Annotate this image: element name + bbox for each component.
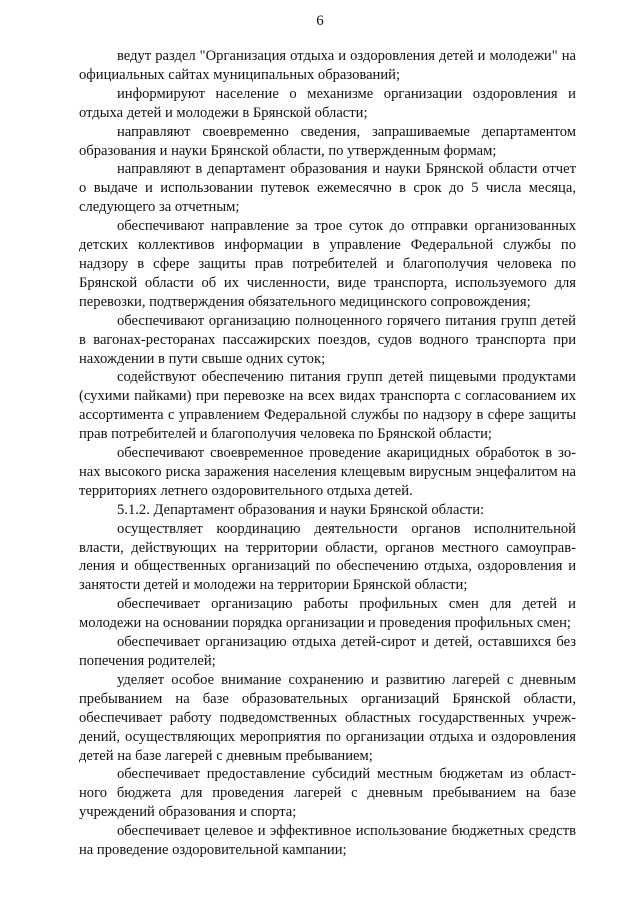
section-heading-5-1-2: 5.1.2. Департамент образования и науки Брянской области: [117, 501, 485, 518]
paragraph-4: направляют в департамент образования и науки Брянской области отчет о выдаче и использовании путевок ежемесячно в срок до 5 числа месяца, следующего за отчетным; [79, 161, 576, 216]
paragraph-1: ведут раздел "Организация отдыха и оздоровления детей и молодежи" на официальных сайтах муниципальных образований; [79, 48, 576, 83]
paragraph-11: обеспечивает организацию работы профильных смен для детей и молодежи на основании порядка организации и проведения профильных смен; [79, 596, 576, 632]
paragraph-12: обеспечивает организацию отдыха детей-сирот и детей, оставшихся без попечения родителей; [79, 634, 576, 669]
paragraph-3: направляют своевременно сведения, запрашиваемые департаментом образования и науки Брянской области, по утвержденным формам; [79, 123, 576, 159]
paragraph-7: содействуют обеспечению питания групп детей пищевыми продуктами (сухими пайками) при перевозке на всех видах транспорта с согласованием их ассортимента с управлением Федеральной службы по надзору в сфере защиты прав потребителей и благополучия человека по Брянской области; [79, 369, 576, 443]
page-number: 6 [316, 13, 324, 29]
paragraph-10: осуществляет координацию деятельности органов исполнительной власти, действующих на территории области, органов местного самоуправления и общественных организаций по обеспечению отдыха, оздоровления и занятости детей и молодежи на территории Брянской области; [79, 520, 576, 594]
paragraph-14: обеспечивает предоставление субсидий местным бюджетам из областного бюджета для проведения лагерей с дневным пребыванием на базе учреждений образования и спорта; [79, 766, 576, 821]
document-body [79, 47, 576, 860]
paragraph-6: обеспечивают организацию полноценного горячего питания групп детей в вагонах-ресторанах пассажирских поездов, судов водного транспорта при нахождении в пути свыше одних суток; [79, 312, 576, 367]
paragraph-2: информируют население о механизме организации оздоровления и отдыха детей и молодежи в Брянской области; [79, 85, 576, 121]
paragraph-8: обеспечивают своевременное проведение акарицидных обработок в зонах высокого риска заражения населения клещевым вирусным энцефалитом на территориях летнего оздоровительного отдыха детей. [79, 445, 576, 499]
paragraph-5: обеспечивают направление за трое суток до отправки организованных детских коллективов информации в управление Федеральной службы по надзору в сфере защиты прав потребителей и благополучия человека по Брянской области об их численности, виде транспорта, используемого для перевозки, подтверждения обязательного медицинского сопровождения; [79, 218, 576, 310]
paragraph-13: уделяет особое внимание сохранению и развитию лагерей с дневным пребыванием на базе образовательных организаций Брянской области, обеспечивает работу подведомственных областных государственных учреждений, осуществляющих мероприятия по организации отдыха и оздоровления детей на базе лагерей с дневным пребыванием; [79, 671, 576, 764]
paragraph-15: обеспечивает целевое и эффективное использование бюджетных средств на проведение оздоровительной кампании; [79, 823, 576, 859]
